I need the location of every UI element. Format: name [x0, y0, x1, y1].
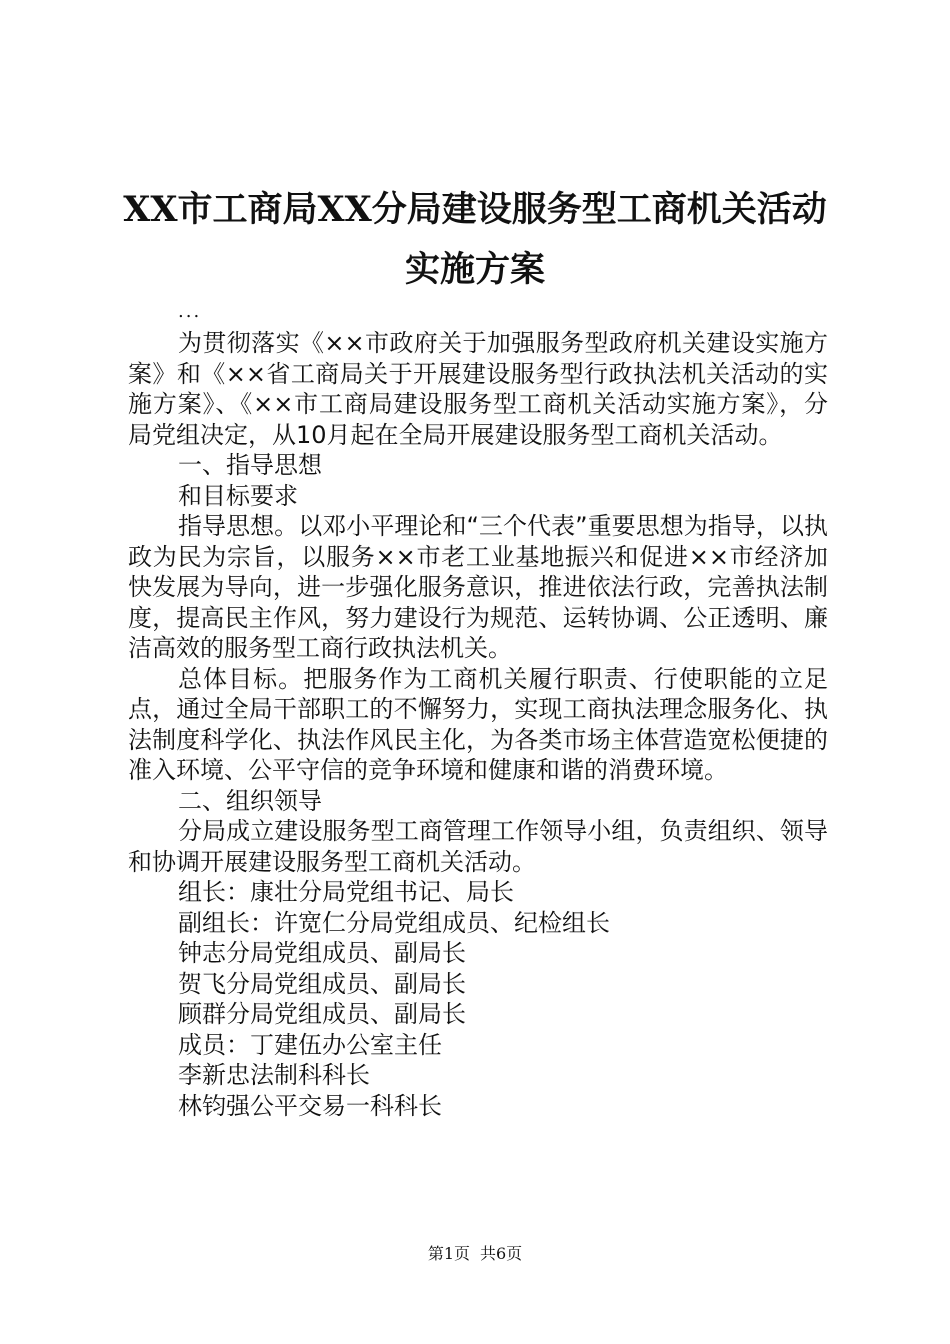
- heading-organization: 二、组织领导: [178, 786, 322, 815]
- paragraph-intro: 为贯彻落实《××市政府关于加强服务型政府机关建设实施方案》和《××省工商局关于开展建设服务型行政执法机关活动的实施方案》、《××市工商局建设服务型工商机关活动实施方案》，分局党组决定，从10月起在全局开展建设服务型工商机关活动。: [128, 329, 828, 449]
- heading-guiding-thought: 一、指导思想: [178, 451, 322, 479]
- list-item: 李新忠法制科科长: [178, 1061, 370, 1089]
- list-item: 顾群分局党组成员、副局长: [178, 1000, 466, 1028]
- paragraph-guiding-thought: 指导思想。以邓小平理论和“三个代表”重要思想为指导，以执政为民为宗旨，以服务××市老工业基地振兴和促进××市经济加快发展为导向，进一步强化服务意识，推进依法行政，完善执法制度，提高民主作风，努力建设行为规范、运转协调、公正透明、廉洁高效的服务型工商行政执法机关。: [128, 512, 828, 662]
- page-number: 第1页: [427, 1244, 470, 1263]
- list-item: 林钧强公平交易一科科长: [178, 1091, 442, 1120]
- paragraph-overall-goal: 总体目标。把服务作为工商机关履行职责、行使职能的立足点，通过全局干部职工的不懈努力，实现工商执法理念服务化、执法制度科学化、执法作风民主化，为各类市场主体营造宽松便捷的准入环境、公平守信的竞争环境和健康和谐的消费环境。: [128, 664, 828, 784]
- document-body: [128, 328, 828, 1121]
- paragraph-leading-group: 分局成立建设服务型工商管理工作领导小组，负责组织、领导和协调开展建设服务型工商机关活动。: [128, 817, 828, 876]
- page-total: 共6页: [480, 1244, 523, 1263]
- document-title-line-1: XX市工商局XX分局建设服务型工商机关活动: [123, 189, 827, 230]
- list-item: 钟志分局党组成员、副局长: [178, 939, 466, 967]
- list-item: 贺飞分局党组成员、副局长: [178, 969, 466, 998]
- list-item: 副组长：许宽仁分局党组成员、纪检组长: [178, 908, 610, 937]
- list-item: 成员：丁建伍办公室主任: [178, 1030, 442, 1059]
- ellipsis-marker: ...: [178, 301, 202, 322]
- list-item: 组长：康壮分局党组书记、局长: [178, 878, 514, 906]
- document-title-line-2: 实施方案: [404, 249, 545, 290]
- heading-goals: 和目标要求: [178, 481, 298, 510]
- page-footer: [0, 1244, 950, 1264]
